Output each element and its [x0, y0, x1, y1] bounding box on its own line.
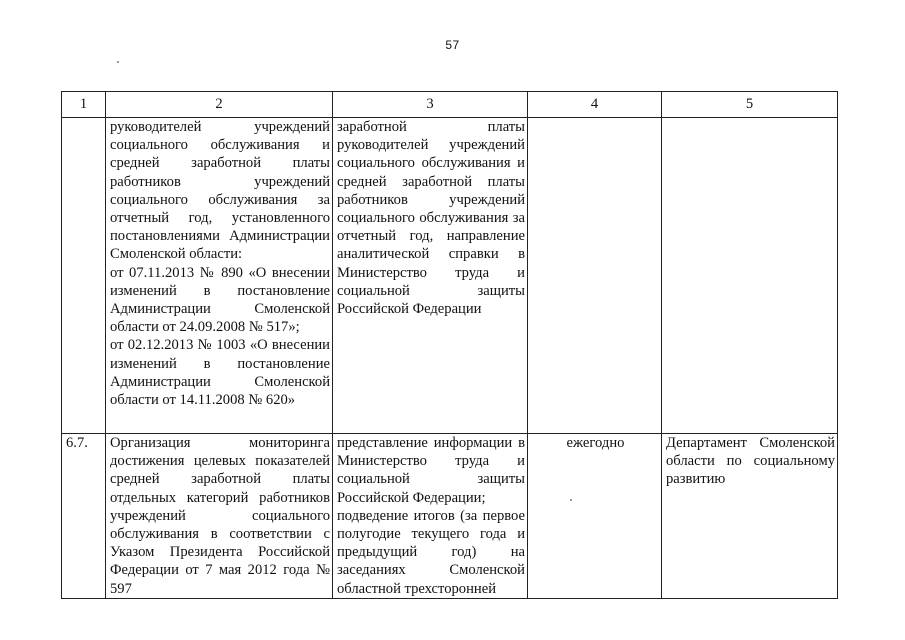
responsible-text: Департамент Смоленской области по социальному развитию: [666, 435, 835, 488]
responsible-cell: [662, 118, 838, 434]
column-header: 4: [528, 92, 662, 118]
table-row: [62, 118, 838, 434]
result-text: представление информации в Министерство труда и социальной защиты Российской Федерации;: [337, 435, 525, 506]
measure-item: от 02.12.2013 № 1003 «О внесении изменений в постановление Администрации Смоленской области от 14.11.2008 № 620»: [110, 337, 330, 409]
period-cell: [528, 118, 662, 434]
column-header: 1: [62, 92, 106, 118]
result-cell: [333, 118, 528, 434]
measure-cell: [106, 118, 333, 434]
measure-item: от 07.11.2013 № 890 «О внесении изменений в постановление Администрации Смоленской области от 24.09.2008 № 517»;: [110, 264, 330, 336]
result-text: заработной платы руководителей учреждений социального обслуживания и средней заработной платы работников учреждений социального обслуживания за отчетный год, направление аналитической справки в Министерство труда и социальной защиты Российской Федерации: [337, 119, 525, 318]
result-text-extra: подведение итогов (за первое полугодие текущего года и предыдущий год) на заседаниях Смоленской областной трехсторонней: [337, 507, 525, 597]
row-number: [62, 118, 106, 434]
table-header-row: [62, 92, 838, 118]
column-header: 2: [106, 92, 333, 118]
row-number: 6.7.: [62, 434, 106, 599]
column-header: 3: [333, 92, 528, 118]
result-cell: [333, 434, 528, 599]
page-number: 57: [445, 38, 460, 52]
responsible-cell: [662, 434, 838, 599]
period-cell: ежегодно: [528, 434, 662, 599]
scan-speck: [117, 61, 119, 63]
measure-text: руководителей учреждений социального обслуживания и средней заработной платы работников учреждений социального обслуживания за отчетный год, установленного постановлениями Администрации Смоленской области:: [110, 119, 330, 263]
measure-text: Организация мониторинга достижения целевых показателей средней заработной платы отдельных категорий работников учреждений социального обслуживания в соответствии с Указом Президента Российской Федерации от 7 мая 2012 года № 597: [110, 435, 330, 597]
measures-table: [61, 91, 838, 599]
measure-cell: [106, 434, 333, 599]
column-header: 5: [662, 92, 838, 118]
table-row: [62, 434, 838, 599]
